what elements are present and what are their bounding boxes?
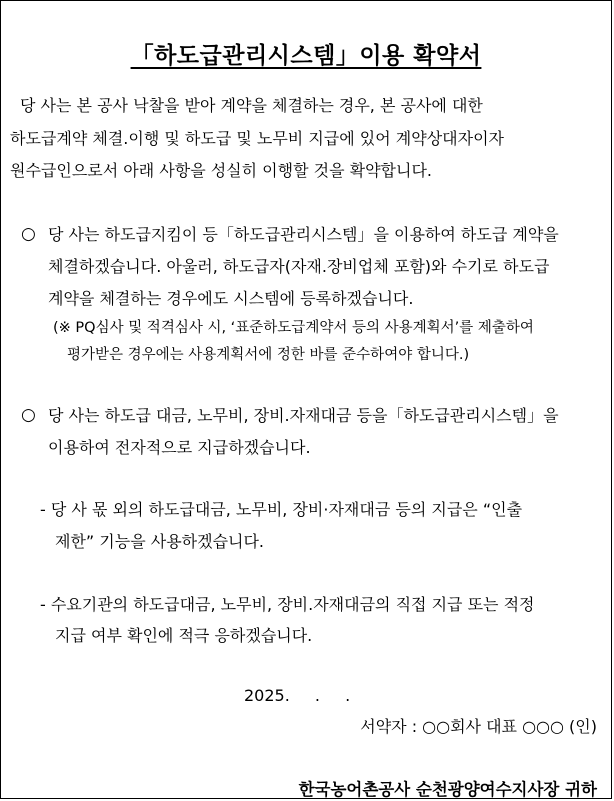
item2-sub1-line-2: 제한” 기능을 사용하겠습니다. [55, 532, 265, 551]
item1-line-1: 당 사는 하도급지킴이 등「하도급관리시스템」을 이용하여 하도급 계약을 [48, 225, 559, 244]
intro-line-1: 당 사는 본 공사 낙찰을 받아 계약을 체결하는 경우, 본 공사에 대한 [20, 96, 483, 115]
pledge-date: 2025. . . [244, 686, 351, 705]
addressee: 한국농어촌공사 순천광양여수지사장 귀하 [298, 780, 597, 799]
item2-line-1: 당 사는 하도급 대금, 노무비, 장비.자재대금 등을「하도급관리시스템」을 [48, 406, 559, 425]
item2-sub1-line-1: - 당 사 몫 외의 하도급대금, 노무비, 장비·자재대금 등의 지급은 “인출 [40, 500, 523, 519]
item1-note-line-1: (※ PQ심사 및 적격심사 시, ‘표준하도급계약서 등의 사용계획서’를 제출하여 [53, 320, 534, 336]
item2-sub2-line-2: 지급 여부 확인에 적극 응하겠습니다. [55, 626, 313, 645]
signer-line: 서약자 : ○○회사 대표 ○○○ (인) [360, 717, 597, 736]
item1-note-line-2: 평가받은 경우에는 사용계획서에 정한 바를 준수하여야 합니다.) [67, 347, 470, 363]
item1-bullet: ○ [21, 224, 36, 244]
item1-line-2: 체결하겠습니다. 아울러, 하도급자(자재.장비업체 포함)와 수기로 하도급 [48, 257, 550, 276]
item2-sub2-line-1: - 수요기관의 하도급대금, 노무비, 장비.자재대금의 직접 지급 또는 적정 [40, 595, 535, 614]
document-title: 「하도급관리시스템」이용 확약서 [130, 43, 482, 69]
intro-line-3: 원수급인으로서 아래 사항을 성실히 이행할 것을 확약합니다. [10, 161, 433, 180]
item2-line-2: 이용하여 전자적으로 지급하겠습니다. [48, 438, 311, 457]
item2-bullet: ○ [21, 405, 36, 425]
item1-line-3: 계약을 체결하는 경우에도 시스템에 등록하겠습니다. [48, 289, 414, 308]
intro-line-2: 하도급계약 체결.이행 및 하도급 및 노무비 지급에 있어 계약상대자이자 [10, 129, 504, 148]
